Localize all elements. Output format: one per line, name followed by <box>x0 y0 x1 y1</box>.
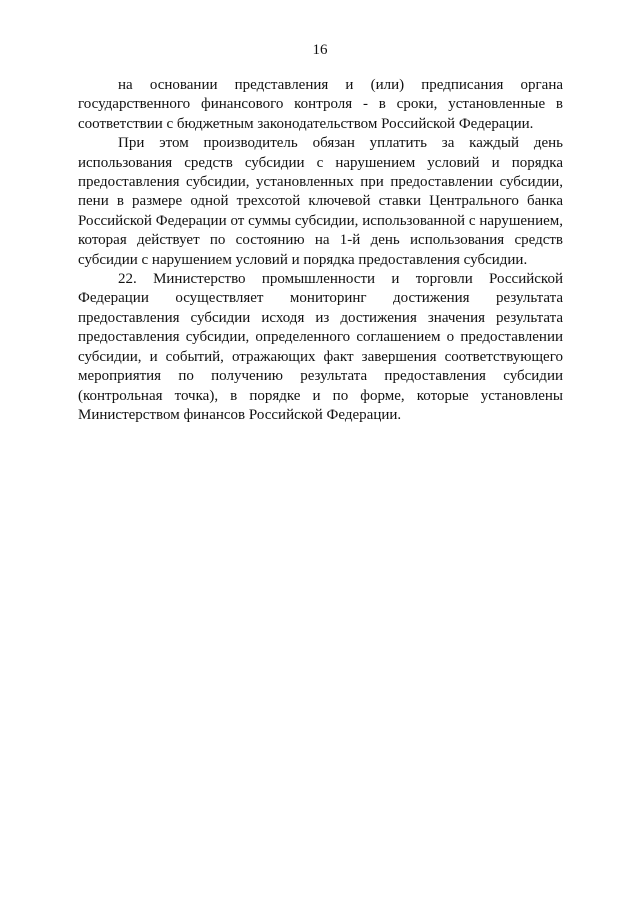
paragraph-monitoring: 22. Министерство промышленности и торговли Российской Федерации осуществляет мониторинг достижения результата предоставления субсидии исходя из достижения значения результата предоставления субсидии, определенного соглашением о предоставлении субсидии, и событий, отражающих факт завершения соответствующего мероприятия по получению результата предоставления субсидии (контрольная точка), в порядке и по форме, которые установлены Министерством финансов Российской Федерации. <box>78 271 563 423</box>
paragraph-continuation: на основании представления и (или) предписания органа государственного финансового контроля - в сроки, установленные в соответствии с бюджетным законодательством Российской Федерации. <box>78 77 563 132</box>
paragraph-penalty: При этом производитель обязан уплатить за каждый день использования средств субсидии с нарушением условий и порядка предоставления субсидии, установленных при предоставлении субсидии, пени в размере одной трехсотой ключевой ставки Центрального банка Российской Федерации от суммы субсидии, использованной с нарушением, которая действует по состоянию на 1-й день использования средств субсидии с нарушением условий и порядка предоставления субсидии. <box>78 135 563 268</box>
page-number: 16 <box>312 42 328 58</box>
document-body <box>78 76 563 425</box>
